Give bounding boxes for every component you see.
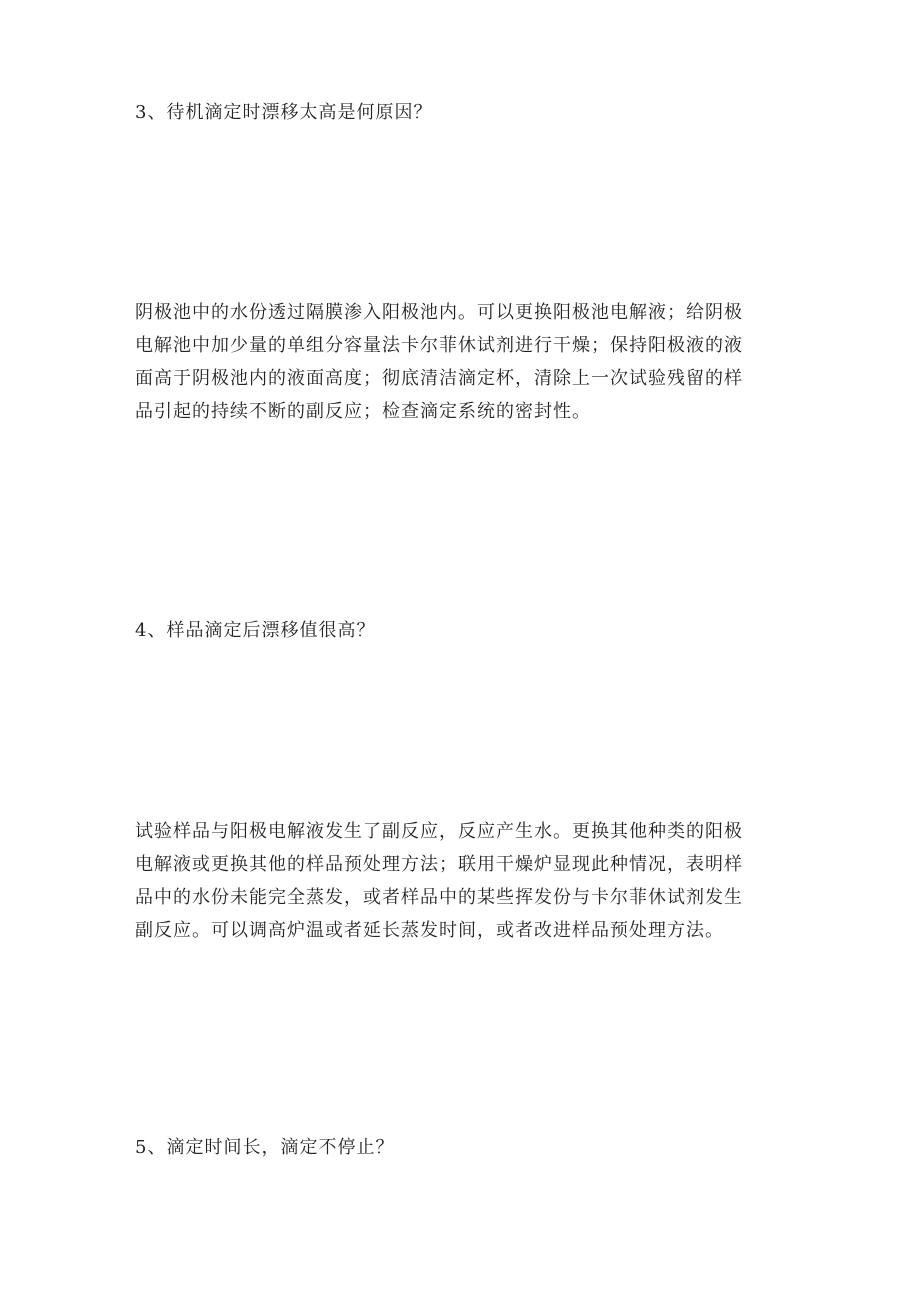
answer-line: 电解液或更换其他的样品预处理方法；联用干燥炉显现此种情况，表明样 (135, 854, 743, 875)
answer-line: 品引起的持续不断的副反应；检查滴定系统的密封性。 (135, 401, 591, 422)
answer-line: 副反应。可以调高炉温或者延长蒸发时间，或者改进样品预处理方法。 (135, 920, 724, 941)
question-5-heading: 5、滴定时间长，滴定不停止？ (135, 1137, 395, 1158)
question-3-answer (135, 296, 785, 428)
question-3-heading: 3、待机滴定时漂移太高是何原因？ (135, 102, 433, 123)
answer-line: 面高于阴极池内的液面高度；彻底清洁滴定杯，清除上一次试验残留的样 (135, 368, 743, 389)
question-4-answer (135, 815, 785, 947)
question-4-heading: 4、样品滴定后漂移值很高？ (135, 620, 376, 641)
answer-line: 阴极池中的水份透过隔膜渗入阳极池内。可以更换阳极池电解液；给阴极 (135, 302, 743, 323)
answer-line: 电解池中加少量的单组分容量法卡尔菲休试剂进行干燥；保持阳极液的液 (135, 335, 743, 356)
answer-line: 品中的水份未能完全蒸发，或者样品中的某些挥发份与卡尔菲休试剂发生 (135, 887, 743, 908)
answer-line: 试验样品与阳极电解液发生了副反应，反应产生水。更换其他种类的阳极 (135, 821, 743, 842)
